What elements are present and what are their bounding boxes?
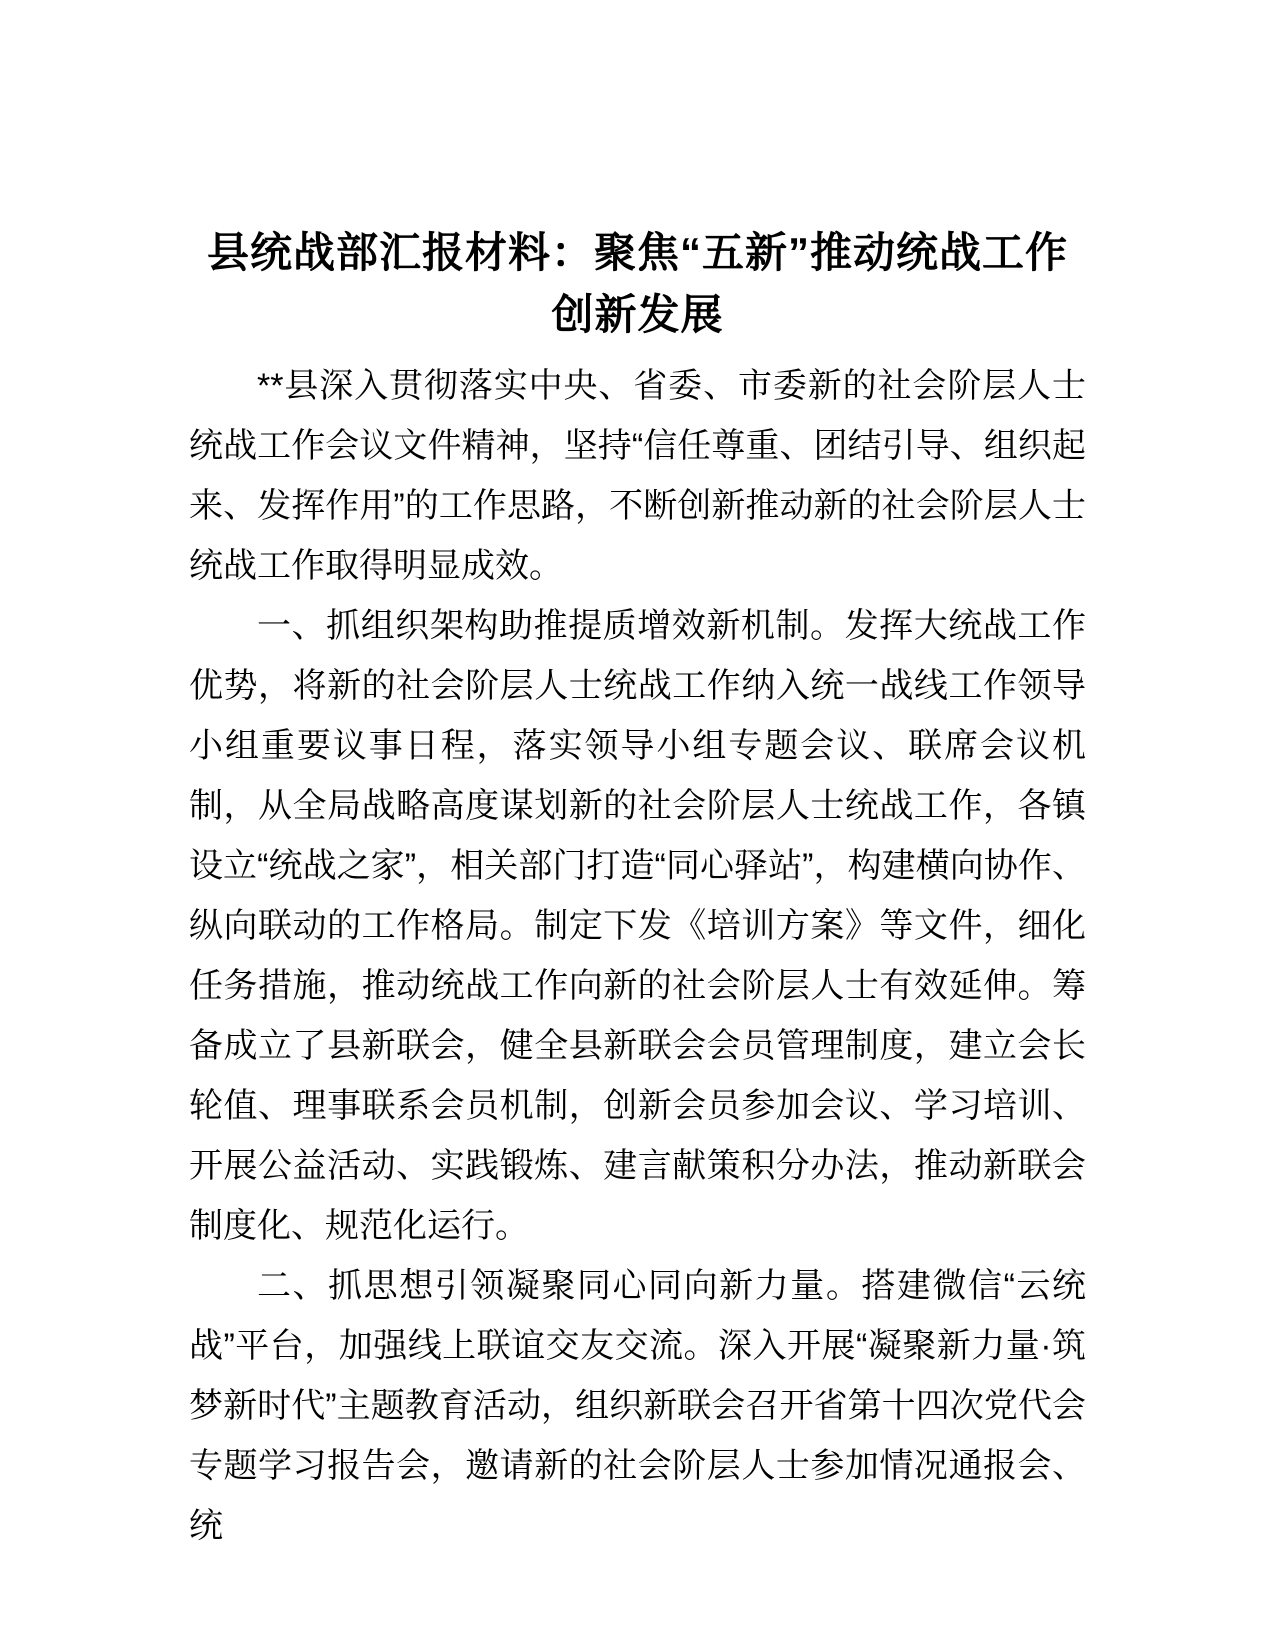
document-body — [189, 356, 1086, 1556]
paragraph-section-two: 二、抓思想引领凝聚同心同向新力量。搭建微信“云统战”平台，加强线上联谊交友交流。深入开展“凝聚新力量·筑梦新时代”主题教育活动，组织新联会召开省第十四次党代会专题学习报告会，邀请新的社会阶层人士参加情况通报会、统 — [189, 1267, 1086, 1545]
document-title: 县统战部汇报材料：聚焦“五新”推动统战工作创新发展 — [206, 229, 1068, 338]
document-content — [189, 222, 1086, 1556]
paragraph-intro: **县深入贯彻落实中央、省委、市委新的社会阶层人士统战工作会议文件精神，坚持“信任尊重、团结引导、组织起来、发挥作用”的工作思路，不断创新推动新的社会阶层人士统战工作取得明显成效。 — [189, 367, 1086, 585]
paragraph-section-one: 一、抓组织架构助推提质增效新机制。发挥大统战工作优势，将新的社会阶层人士统战工作纳入统一战线工作领导小组重要议事日程，落实领导小组专题会议、联席会议机制，从全局战略高度谋划新的社会阶层人士统战工作，各镇设立“统战之家”，相关部门打造“同心驿站”，构建横向协作、纵向联动的工作格局。制定下发《培训方案》等文件，细化任务措施，推动统战工作向新的社会阶层人士有效延伸。筹备成立了县新联会，健全县新联会会员管理制度，建立会长轮值、理事联系会员机制，创新会员参加会议、学习培训、开展公益活动、实践锻炼、建言献策积分办法，推动新联会制度化、规范化运行。 — [189, 607, 1086, 1245]
